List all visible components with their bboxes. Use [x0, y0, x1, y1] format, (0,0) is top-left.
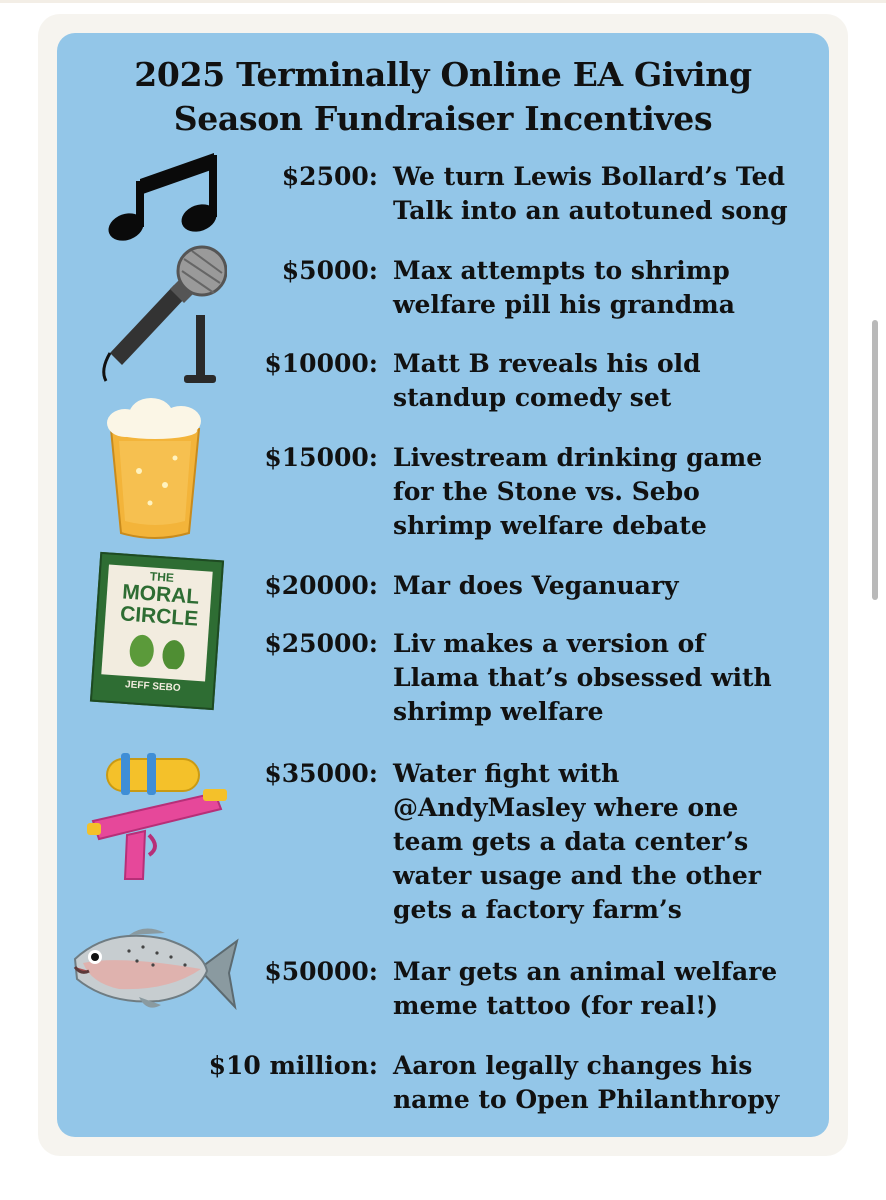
incentive-description: Water fight with @AndyMasley where one team gets a data center’s water usage and the other gets a factory farm’s	[393, 759, 761, 924]
music-notes-icon	[102, 151, 227, 246]
incentive-amount: $10 million:	[208, 1051, 378, 1080]
water-gun-icon	[85, 751, 235, 886]
title-line-2: Season Fundraiser Incentives	[173, 99, 713, 138]
incentive-description: Mar gets an animal welfare meme tattoo (for real!)	[393, 957, 778, 1020]
title-line-1: 2025 Terminally Online EA Giving	[134, 55, 752, 94]
incentive-amount: $15000:	[264, 443, 378, 472]
book-cover-icon	[95, 556, 219, 706]
leaf-illustration	[111, 629, 203, 671]
book-title-the: THE	[149, 569, 175, 585]
incentive-description: We turn Lewis Bollard’s Ted Talk into an autotuned song	[393, 162, 788, 225]
book-author: JEFF SEBO	[124, 679, 181, 695]
incentive-description: Aaron legally changes his name to Open Philanthropy	[393, 1051, 780, 1114]
microphone-icon	[92, 245, 227, 385]
incentive-description: Max attempts to shrimp welfare pill his grandma	[393, 256, 735, 319]
incentive-amount: $50000:	[264, 957, 378, 986]
incentive-description: Matt B reveals his old standup comedy set	[393, 349, 701, 412]
page-scrollbar[interactable]	[872, 320, 878, 600]
page-title	[57, 53, 829, 141]
fish-icon	[69, 921, 239, 1021]
incentive-amount: $10000:	[264, 349, 378, 378]
incentive-description: Liv makes a version of Llama that’s obsessed with shrimp welfare	[393, 629, 772, 726]
incentive-description: Livestream drinking game for the Stone vs. Sebo shrimp welfare debate	[393, 443, 763, 540]
incentive-amount: $20000:	[264, 571, 378, 600]
incentives-panel	[57, 33, 829, 1137]
incentive-amount: $5000:	[281, 256, 378, 285]
book-title-moral: MORAL	[121, 580, 200, 609]
incentive-amount: $25000:	[264, 629, 378, 658]
top-divider	[0, 0, 886, 3]
book-title-circle: CIRCLE	[119, 602, 199, 631]
beer-glass-icon	[105, 393, 205, 543]
incentive-amount: $2500:	[281, 162, 378, 191]
incentive-description: Mar does Veganuary	[393, 571, 679, 600]
incentive-amount: $35000:	[264, 759, 378, 788]
